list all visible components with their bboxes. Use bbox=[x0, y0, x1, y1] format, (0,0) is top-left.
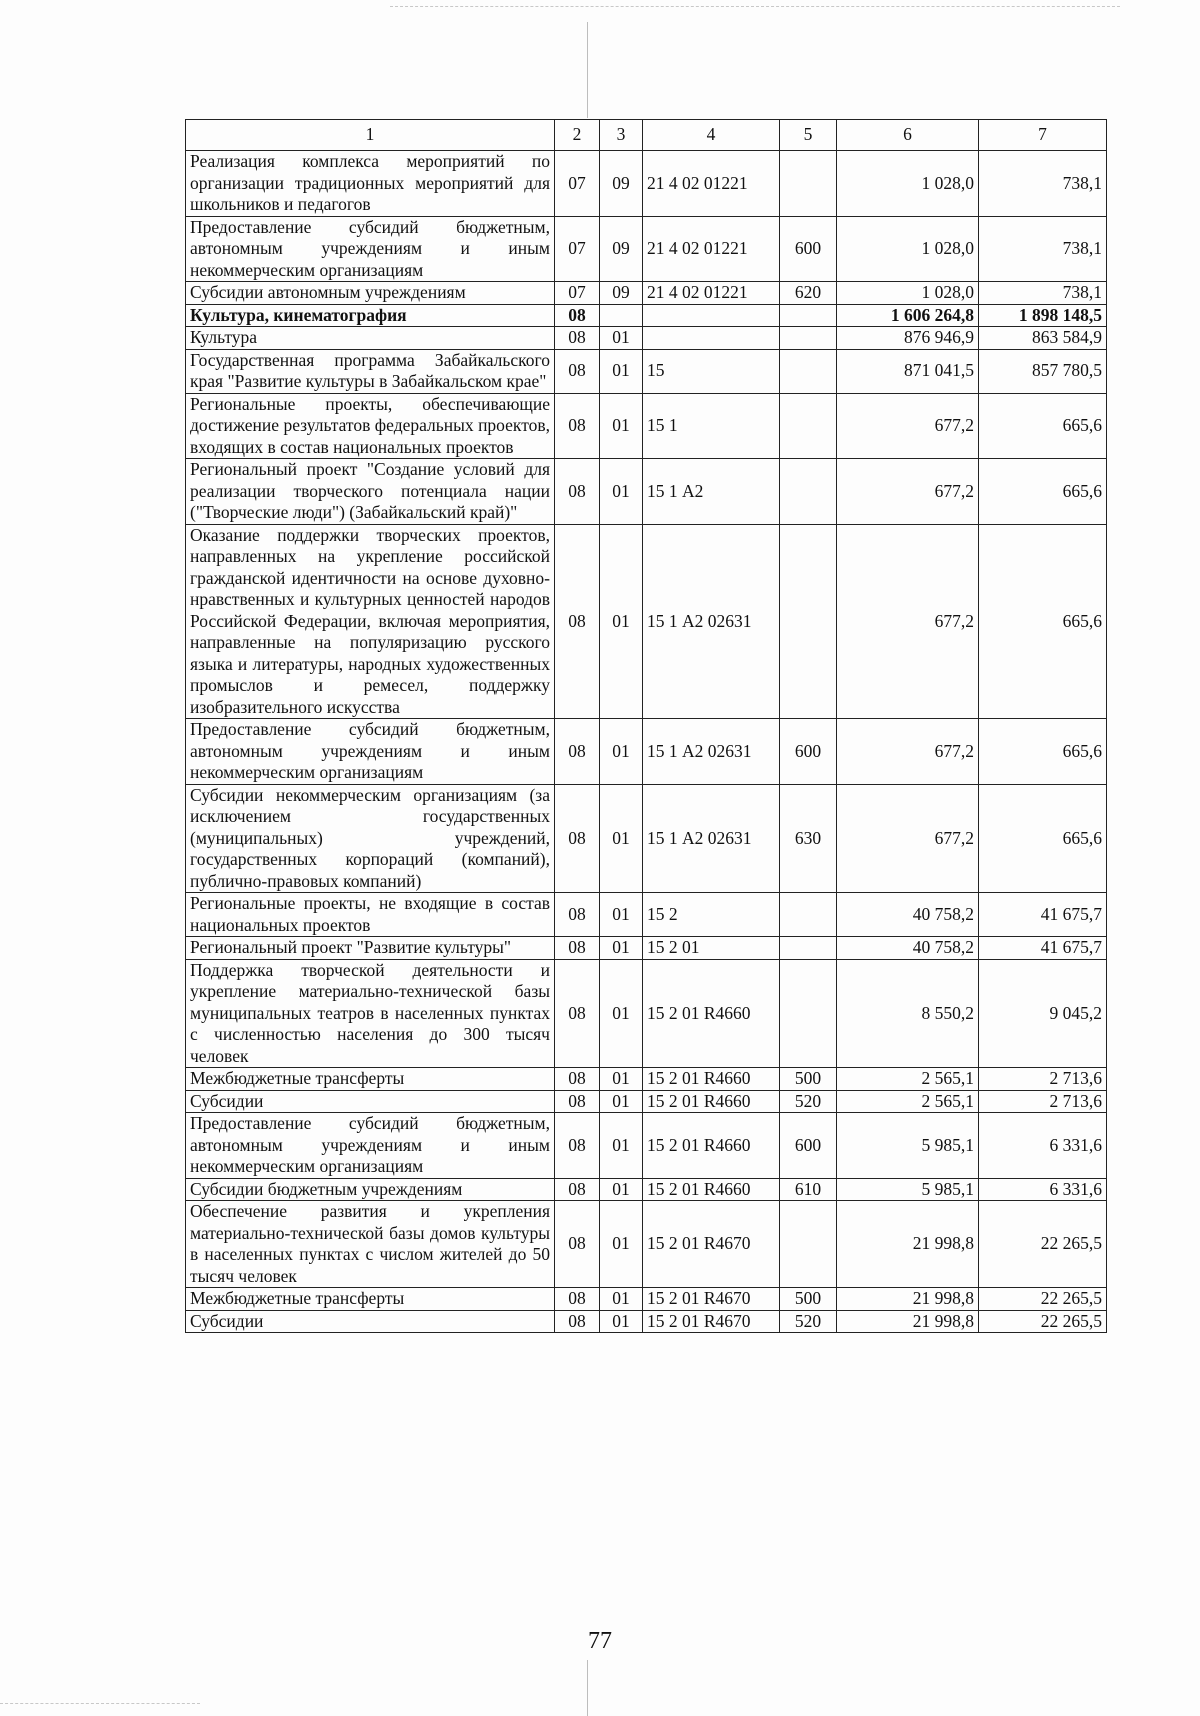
cell-expense-type bbox=[780, 959, 837, 1068]
cell-name: Межбюджетные трансферты bbox=[186, 1068, 555, 1091]
cell-target-article: 15 2 01 R4660 bbox=[643, 1113, 780, 1179]
cell-target-article bbox=[643, 304, 780, 327]
cell-subsection: 01 bbox=[600, 937, 643, 960]
cell-section: 08 bbox=[555, 893, 600, 937]
cell-amount-col7: 738,1 bbox=[979, 151, 1107, 217]
cell-amount-col7: 665,6 bbox=[979, 459, 1107, 525]
cell-subsection: 09 bbox=[600, 282, 643, 305]
cell-subsection: 01 bbox=[600, 524, 643, 719]
cell-expense-type: 520 bbox=[780, 1310, 837, 1333]
cell-amount-col6: 1 028,0 bbox=[837, 216, 979, 282]
cell-amount-col7: 738,1 bbox=[979, 216, 1107, 282]
cell-target-article: 15 2 01 R4660 bbox=[643, 959, 780, 1068]
cell-target-article: 15 bbox=[643, 349, 780, 393]
cell-amount-col6: 1 028,0 bbox=[837, 282, 979, 305]
cell-subsection: 01 bbox=[600, 349, 643, 393]
cell-name: Обеспечение развития и укрепления материально-технической базы домов культуры в населенных пунктах с числом жителей до 50 тысяч человек bbox=[186, 1201, 555, 1288]
table-row bbox=[186, 216, 1107, 282]
scan-artifact-top bbox=[390, 6, 1120, 7]
cell-amount-col7: 41 675,7 bbox=[979, 893, 1107, 937]
table-row bbox=[186, 349, 1107, 393]
cell-expense-type bbox=[780, 893, 837, 937]
cell-target-article: 15 1 А2 02631 bbox=[643, 719, 780, 785]
cell-amount-col7: 6 331,6 bbox=[979, 1113, 1107, 1179]
cell-section: 08 bbox=[555, 459, 600, 525]
cell-name: Государственная программа Забайкальского края "Развитие культуры в Забайкальском крае" bbox=[186, 349, 555, 393]
cell-expense-type: 610 bbox=[780, 1178, 837, 1201]
cell-target-article: 21 4 02 01221 bbox=[643, 151, 780, 217]
scan-artifact-vline-bottom bbox=[587, 1660, 588, 1716]
table-row bbox=[186, 1310, 1107, 1333]
cell-amount-col7: 665,6 bbox=[979, 784, 1107, 893]
cell-section: 08 bbox=[555, 1068, 600, 1091]
cell-subsection: 01 bbox=[600, 719, 643, 785]
cell-target-article: 15 1 bbox=[643, 393, 780, 459]
cell-target-article: 15 2 01 R4670 bbox=[643, 1288, 780, 1311]
cell-section: 08 bbox=[555, 1090, 600, 1113]
cell-amount-col6: 5 985,1 bbox=[837, 1113, 979, 1179]
cell-amount-col7: 665,6 bbox=[979, 393, 1107, 459]
header-cell-5: 5 bbox=[780, 120, 837, 151]
page-number: 77 bbox=[588, 1628, 612, 1654]
cell-subsection: 01 bbox=[600, 959, 643, 1068]
header-cell-7: 7 bbox=[979, 120, 1107, 151]
cell-name: Субсидии бюджетным учреждениям bbox=[186, 1178, 555, 1201]
cell-amount-col6: 677,2 bbox=[837, 393, 979, 459]
table-row bbox=[186, 282, 1107, 305]
cell-amount-col6: 21 998,8 bbox=[837, 1288, 979, 1311]
header-cell-2: 2 bbox=[555, 120, 600, 151]
cell-expense-type: 500 bbox=[780, 1288, 837, 1311]
cell-amount-col7: 22 265,5 bbox=[979, 1310, 1107, 1333]
cell-amount-col7: 41 675,7 bbox=[979, 937, 1107, 960]
cell-subsection: 01 bbox=[600, 459, 643, 525]
cell-amount-col6: 2 565,1 bbox=[837, 1068, 979, 1091]
cell-name: Реализация комплекса мероприятий по организации традиционных мероприятий для школьников и педагогов bbox=[186, 151, 555, 217]
cell-subsection: 09 bbox=[600, 216, 643, 282]
table-header-row bbox=[186, 120, 1107, 151]
cell-name: Региональный проект "Развитие культуры" bbox=[186, 937, 555, 960]
table-row bbox=[186, 304, 1107, 327]
cell-target-article: 15 2 01 bbox=[643, 937, 780, 960]
table-row bbox=[186, 1113, 1107, 1179]
cell-amount-col6: 677,2 bbox=[837, 784, 979, 893]
cell-name: Региональные проекты, не входящие в состав национальных проектов bbox=[186, 893, 555, 937]
cell-target-article: 21 4 02 01221 bbox=[643, 216, 780, 282]
cell-amount-col6: 1 028,0 bbox=[837, 151, 979, 217]
cell-target-article: 15 1 А2 02631 bbox=[643, 784, 780, 893]
cell-section: 08 bbox=[555, 304, 600, 327]
cell-expense-type bbox=[780, 937, 837, 960]
cell-name: Субсидии некоммерческим организациям (за исключением государственных (муниципальных) учреждений, государственных корпораций (компаний), публично-правовых компаний) bbox=[186, 784, 555, 893]
cell-section: 07 bbox=[555, 216, 600, 282]
table-row bbox=[186, 151, 1107, 217]
cell-amount-col7: 22 265,5 bbox=[979, 1201, 1107, 1288]
cell-expense-type: 600 bbox=[780, 1113, 837, 1179]
cell-amount-col6: 677,2 bbox=[837, 459, 979, 525]
cell-section: 08 bbox=[555, 524, 600, 719]
cell-target-article: 15 1 А2 02631 bbox=[643, 524, 780, 719]
cell-expense-type bbox=[780, 393, 837, 459]
cell-subsection: 01 bbox=[600, 327, 643, 350]
cell-expense-type: 600 bbox=[780, 216, 837, 282]
cell-name: Субсидии bbox=[186, 1310, 555, 1333]
scan-artifact-bottom bbox=[0, 1703, 200, 1704]
cell-amount-col6: 40 758,2 bbox=[837, 937, 979, 960]
cell-expense-type bbox=[780, 327, 837, 350]
cell-subsection: 01 bbox=[600, 1178, 643, 1201]
cell-expense-type bbox=[780, 151, 837, 217]
cell-subsection: 01 bbox=[600, 393, 643, 459]
cell-subsection: 01 bbox=[600, 1090, 643, 1113]
cell-name: Субсидии bbox=[186, 1090, 555, 1113]
table-row bbox=[186, 459, 1107, 525]
cell-target-article: 21 4 02 01221 bbox=[643, 282, 780, 305]
cell-name: Предоставление субсидий бюджетным, автономным учреждениям и иным некоммерческим организациям bbox=[186, 216, 555, 282]
cell-target-article: 15 1 А2 bbox=[643, 459, 780, 525]
header-cell-6: 6 bbox=[837, 120, 979, 151]
cell-section: 08 bbox=[555, 1288, 600, 1311]
table-row bbox=[186, 524, 1107, 719]
cell-amount-col6: 21 998,8 bbox=[837, 1201, 979, 1288]
cell-name: Предоставление субсидий бюджетным, автономным учреждениям и иным некоммерческим организациям bbox=[186, 1113, 555, 1179]
cell-expense-type: 500 bbox=[780, 1068, 837, 1091]
cell-subsection: 01 bbox=[600, 1201, 643, 1288]
cell-amount-col7: 665,6 bbox=[979, 524, 1107, 719]
table-row bbox=[186, 1201, 1107, 1288]
cell-name: Региональные проекты, обеспечивающие достижение результатов федеральных проектов, входящих в состав национальных проектов bbox=[186, 393, 555, 459]
table-row bbox=[186, 784, 1107, 893]
cell-subsection: 01 bbox=[600, 1310, 643, 1333]
cell-section: 08 bbox=[555, 349, 600, 393]
cell-subsection: 01 bbox=[600, 784, 643, 893]
table-row bbox=[186, 1090, 1107, 1113]
cell-amount-col7: 2 713,6 bbox=[979, 1090, 1107, 1113]
cell-amount-col7: 738,1 bbox=[979, 282, 1107, 305]
table-row bbox=[186, 1068, 1107, 1091]
table-row bbox=[186, 327, 1107, 350]
cell-target-article: 15 2 01 R4670 bbox=[643, 1201, 780, 1288]
cell-name: Предоставление субсидий бюджетным, автономным учреждениям и иным некоммерческим организациям bbox=[186, 719, 555, 785]
cell-amount-col6: 2 565,1 bbox=[837, 1090, 979, 1113]
cell-amount-col6: 876 946,9 bbox=[837, 327, 979, 350]
table-row bbox=[186, 719, 1107, 785]
cell-section: 07 bbox=[555, 282, 600, 305]
cell-amount-col7: 665,6 bbox=[979, 719, 1107, 785]
cell-subsection: 01 bbox=[600, 1113, 643, 1179]
cell-amount-col6: 8 550,2 bbox=[837, 959, 979, 1068]
cell-expense-type bbox=[780, 304, 837, 327]
cell-subsection: 09 bbox=[600, 151, 643, 217]
cell-section: 08 bbox=[555, 1113, 600, 1179]
cell-amount-col7: 857 780,5 bbox=[979, 349, 1107, 393]
header-cell-3: 3 bbox=[600, 120, 643, 151]
cell-target-article: 15 2 bbox=[643, 893, 780, 937]
scan-artifact-vline-top bbox=[587, 22, 588, 118]
cell-target-article: 15 2 01 R4660 bbox=[643, 1090, 780, 1113]
budget-table bbox=[185, 119, 1107, 1333]
header-cell-1: 1 bbox=[186, 120, 555, 151]
cell-target-article: 15 2 01 R4660 bbox=[643, 1178, 780, 1201]
cell-section: 08 bbox=[555, 719, 600, 785]
cell-section: 08 bbox=[555, 784, 600, 893]
cell-amount-col7: 22 265,5 bbox=[979, 1288, 1107, 1311]
cell-target-article bbox=[643, 327, 780, 350]
table-row bbox=[186, 937, 1107, 960]
cell-name: Поддержка творческой деятельности и укрепление материально-технической базы муниципальных театров в населенных пунктах с численностью населения до 300 тысяч человек bbox=[186, 959, 555, 1068]
cell-subsection bbox=[600, 304, 643, 327]
header-cell-4: 4 bbox=[643, 120, 780, 151]
cell-subsection: 01 bbox=[600, 1288, 643, 1311]
cell-amount-col6: 21 998,8 bbox=[837, 1310, 979, 1333]
cell-section: 07 bbox=[555, 151, 600, 217]
table-row bbox=[186, 1288, 1107, 1311]
cell-section: 08 bbox=[555, 327, 600, 350]
cell-expense-type bbox=[780, 349, 837, 393]
cell-target-article: 15 2 01 R4660 bbox=[643, 1068, 780, 1091]
table-body bbox=[186, 120, 1107, 1333]
table-row bbox=[186, 393, 1107, 459]
cell-amount-col6: 677,2 bbox=[837, 719, 979, 785]
cell-section: 08 bbox=[555, 937, 600, 960]
cell-expense-type bbox=[780, 459, 837, 525]
table-row bbox=[186, 1178, 1107, 1201]
cell-amount-col6: 5 985,1 bbox=[837, 1178, 979, 1201]
cell-section: 08 bbox=[555, 1310, 600, 1333]
cell-amount-col6: 871 041,5 bbox=[837, 349, 979, 393]
table-row bbox=[186, 959, 1107, 1068]
cell-section: 08 bbox=[555, 1201, 600, 1288]
cell-name: Культура bbox=[186, 327, 555, 350]
cell-expense-type: 520 bbox=[780, 1090, 837, 1113]
cell-amount-col6: 1 606 264,8 bbox=[837, 304, 979, 327]
table-row bbox=[186, 893, 1107, 937]
cell-name: Оказание поддержки творческих проектов, направленных на укрепление российской гражданской идентичности на основе духовно-нравственных и культурных ценностей народов Российской Федерации, включая мероприятия, направленные на популяризацию русского языка и литературы, народных художественных промыслов и ремесел, поддержку изобразительного искусства bbox=[186, 524, 555, 719]
cell-amount-col7: 863 584,9 bbox=[979, 327, 1107, 350]
cell-subsection: 01 bbox=[600, 893, 643, 937]
cell-section: 08 bbox=[555, 959, 600, 1068]
cell-amount-col7: 9 045,2 bbox=[979, 959, 1107, 1068]
cell-amount-col6: 677,2 bbox=[837, 524, 979, 719]
cell-expense-type bbox=[780, 1201, 837, 1288]
cell-name: Культура, кинематография bbox=[186, 304, 555, 327]
cell-section: 08 bbox=[555, 1178, 600, 1201]
cell-expense-type: 620 bbox=[780, 282, 837, 305]
cell-target-article: 15 2 01 R4670 bbox=[643, 1310, 780, 1333]
cell-expense-type bbox=[780, 524, 837, 719]
cell-expense-type: 600 bbox=[780, 719, 837, 785]
cell-amount-col7: 1 898 148,5 bbox=[979, 304, 1107, 327]
cell-expense-type: 630 bbox=[780, 784, 837, 893]
cell-subsection: 01 bbox=[600, 1068, 643, 1091]
cell-name: Межбюджетные трансферты bbox=[186, 1288, 555, 1311]
cell-amount-col7: 2 713,6 bbox=[979, 1068, 1107, 1091]
cell-name: Субсидии автономным учреждениям bbox=[186, 282, 555, 305]
cell-section: 08 bbox=[555, 393, 600, 459]
cell-amount-col7: 6 331,6 bbox=[979, 1178, 1107, 1201]
cell-amount-col6: 40 758,2 bbox=[837, 893, 979, 937]
cell-name: Региональный проект "Создание условий для реализации творческого потенциала нации ("Творческие люди") (Забайкальский край)" bbox=[186, 459, 555, 525]
